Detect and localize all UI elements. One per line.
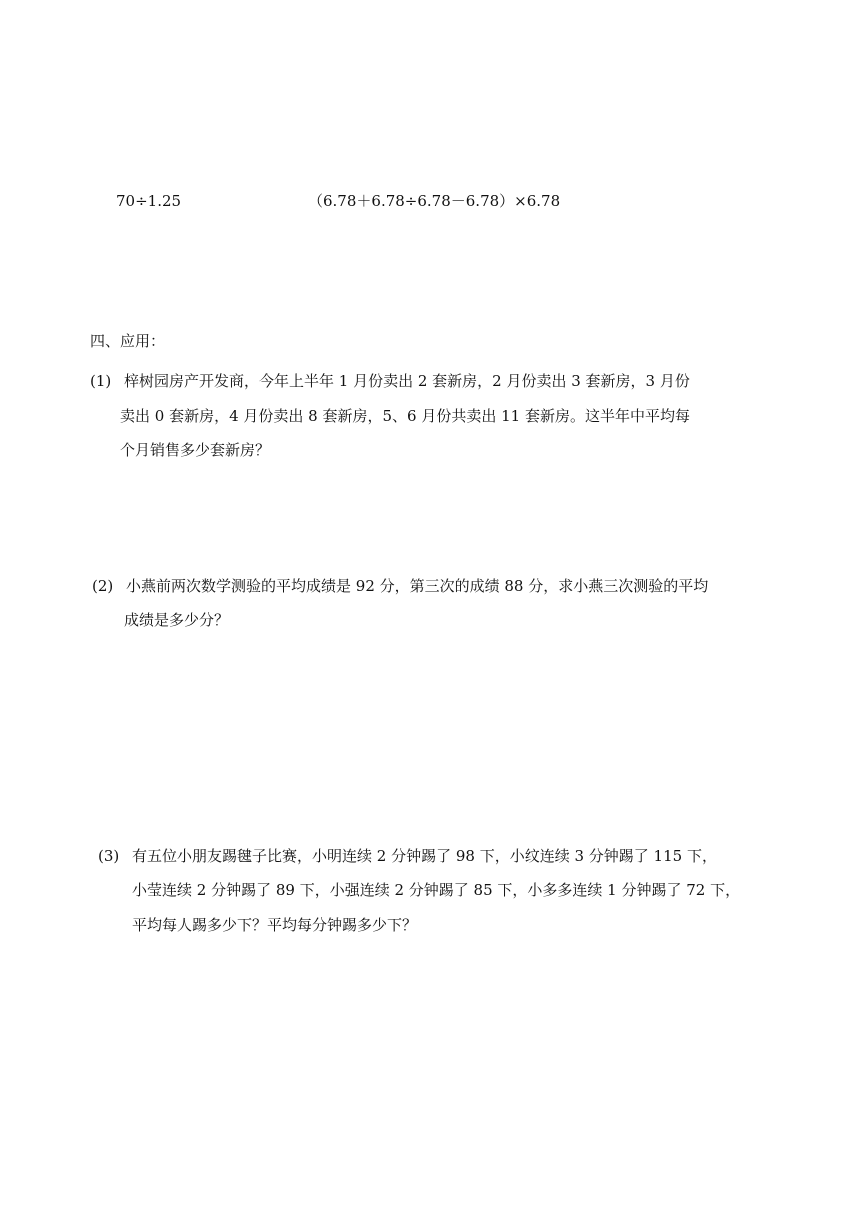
question-text-line: 小燕前两次数学测验的平均成绩是 92 分，第三次的成绩 88 分，求小燕三次测验的平均 [126,577,709,595]
question-text-line: 小莹连续 2 分钟踢了 89 下，小强连续 2 分钟踢了 85 下，小多多连续 1 分钟踢了 72 下， [132,881,741,899]
question-text-line: 卖出 0 套新房，4 月份卖出 8 套新房，5、6 月份共卖出 11 套新房。这半年中平均每 [120,407,690,425]
question-text-line: 成绩是多少分？ [124,611,230,629]
calc-expression-1: 70÷1.25 [116,192,182,210]
question-number: (1) [90,372,112,390]
question-text-line: 平均每人踢多少下？平均每分钟踢多少下？ [132,916,418,934]
question-text-line: 梓树园房产开发商，今年上半年 1 月份卖出 2 套新房，2 月份卖出 3 套新房，3 月份 [124,372,690,390]
question-text-line: 有五位小朋友踢毽子比赛，小明连续 2 分钟踢了 98 下，小纹连续 3 分钟踢了 115 下， [132,847,717,865]
calc-expression-2: （6.78＋6.78÷6.78－6.78）×6.78 [308,192,561,210]
question-text-line: 个月销售多少套新房？ [120,441,271,459]
question-number: (3) [98,847,120,865]
question-number: (2) [92,577,114,595]
section-title: 四、应用： [90,332,166,350]
